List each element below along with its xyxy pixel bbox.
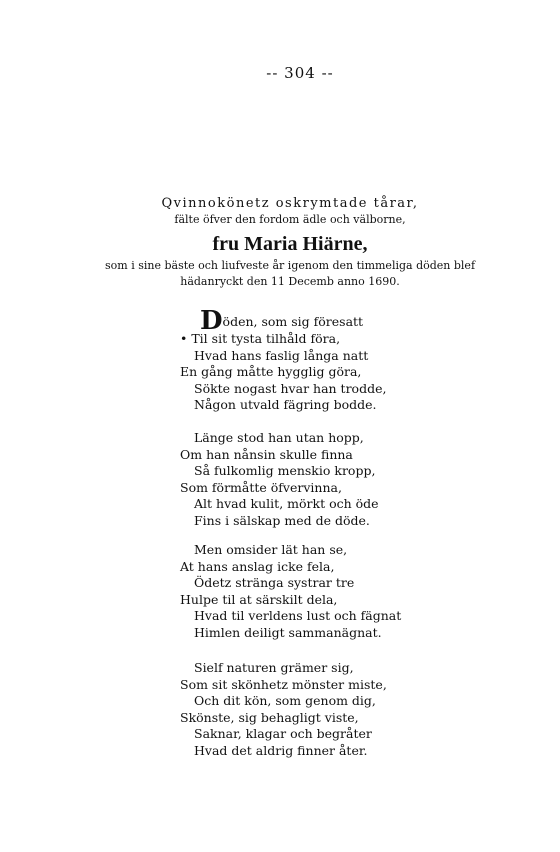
heading-description-line: som i sine bäste och liufveste år igenom den timmeliga döden blef (105, 259, 476, 272)
verse-line: Och dit kön, som genom dig, (194, 693, 376, 708)
heading-date-line: hädanryckt den 11 Decemb anno 1690. (180, 275, 400, 288)
stanza-2 (180, 430, 379, 529)
heading-title-line: Qvinnokönetz oskrymtade tårar, (161, 196, 419, 211)
verse-line: Sielf naturen grämer sig, (194, 660, 354, 675)
verse-line: Som sit skönhetz mönster miste, (180, 676, 387, 692)
verse-line: Sökte nogast hvar han trodde, (194, 380, 387, 396)
verse-line: Någon utvald fägring bodde. (194, 397, 377, 412)
verse-line: Ödetz stränga systrar tre (194, 575, 355, 590)
stanza-3 (180, 542, 401, 641)
verse-line (180, 306, 386, 336)
stanza-4 (180, 660, 387, 759)
drop-cap: D (200, 306, 223, 336)
verse-line: Hvad til verldens lust och fägnat (194, 608, 402, 623)
verse-line: Skönste, sig behagligt viste, (180, 709, 359, 725)
verse-line: En gång måtte hygglig göra, (180, 364, 362, 379)
verse-line: Hulpe til at särskilt dela, (180, 591, 338, 607)
verse-line: Så fulkomlig menskio kropp, (194, 463, 376, 478)
verse-line: Hvad hans faslig långa natt (194, 347, 369, 363)
verse-line: At hans anslag icke fela, (180, 558, 335, 574)
stanza-1 (180, 306, 387, 414)
verse-line-text: öden, som sig föresatt (222, 314, 364, 329)
poem-heading (105, 196, 476, 290)
page-number: -- 304 -- (266, 64, 334, 82)
verse-line: Saknar, klagar och begråter (194, 726, 372, 741)
heading-subtitle-line: fälte öfver den fordom ädle och välborne, (174, 213, 406, 226)
verse-line: Som förmåtte öfvervinna, (180, 479, 342, 495)
verse-line: Himlen deiligt sammanägnat. (194, 624, 382, 640)
verse-line: Fins i sälskap med de döde. (194, 512, 370, 528)
verse-line: • Til sit tysta tilhåld föra, (180, 331, 341, 346)
verse-line: Hvad det aldrig finner åter. (194, 742, 368, 758)
verse-line: Alt hvad kulit, mörkt och öde (194, 496, 379, 511)
verse-line: Men omsider lät han se, (194, 542, 348, 557)
verse-line: Om han nånsin skulle finna (180, 446, 353, 462)
verse-line: Länge stod han utan hopp, (194, 430, 364, 445)
heading-name: fru Maria Hiärne, (212, 233, 368, 255)
